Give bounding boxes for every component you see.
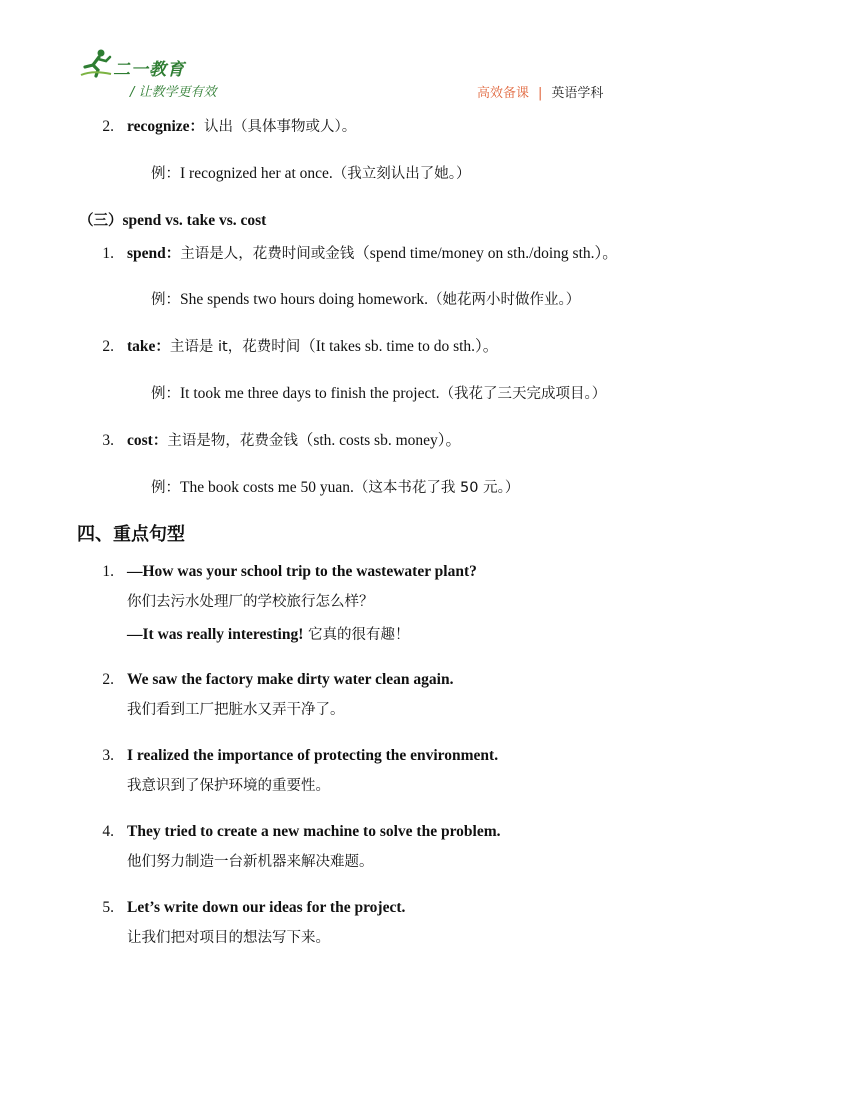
example-cn: （她花两小时做作业。） xyxy=(428,292,581,308)
header-label: 高效备课 xyxy=(477,86,530,101)
desc-en: （spend time/money on sth./doing sth.）。 xyxy=(354,245,618,262)
header-separator: | xyxy=(538,86,543,101)
example-cn: （我立刻认出了她。） xyxy=(332,166,471,182)
term: spend xyxy=(127,245,166,262)
section3-title-en: spend vs. take vs. cost xyxy=(122,212,267,229)
example-label: 例： xyxy=(151,480,180,496)
sentence-en: I realized the importance of protecting the environment. xyxy=(127,747,499,764)
reply-cn: 它真的很有趣！ xyxy=(303,627,410,643)
sentence-cn: 你们去污水处理厂的学校旅行怎么样？ xyxy=(127,594,374,610)
logo-text: 二一教育 xyxy=(113,60,185,80)
item-number: 2. xyxy=(102,338,114,355)
item-number: 5. xyxy=(102,899,114,916)
example-cn: （这本书花了我 50 元。） xyxy=(353,480,520,496)
term-colon: ： xyxy=(152,433,168,449)
desc-en: （It takes sb. time to do sth.）。 xyxy=(300,338,499,355)
item-number: 2. xyxy=(102,118,114,135)
definition-line xyxy=(127,117,356,137)
definition-line xyxy=(127,337,498,357)
desc-cn: 主语是物，花费金钱 xyxy=(167,433,298,449)
meaning: 认出（具体事物或人）。 xyxy=(204,119,357,135)
example-line xyxy=(151,164,471,184)
reply-en: —It was really interesting! xyxy=(127,626,304,643)
term: recognize xyxy=(127,118,190,135)
item-number: 1. xyxy=(102,563,114,580)
example-label: 例： xyxy=(151,292,180,308)
term-colon: ： xyxy=(189,119,205,135)
section3-title-prefix: （三） xyxy=(79,213,123,229)
section4-title: 四、重点句型 xyxy=(77,524,185,545)
desc-en: （sth. costs sb. money）。 xyxy=(297,432,462,449)
desc-cn: 主语是人，花费时间或金钱 xyxy=(180,246,355,262)
term: cost xyxy=(127,432,153,449)
example-cn: （我花了三天完成项目。） xyxy=(439,386,607,402)
example-label: 例： xyxy=(151,386,180,402)
example-en: She spends two hours doing homework. xyxy=(180,291,428,308)
example-en: It took me three days to finish the project. xyxy=(180,385,440,402)
example-en: I recognized her at once. xyxy=(180,165,333,182)
example-en: The book costs me 50 yuan. xyxy=(180,479,354,496)
definition-line xyxy=(127,244,618,264)
desc-cn: 主语是 it，花费时间 xyxy=(169,339,301,355)
term-colon: ： xyxy=(165,246,181,262)
example-line xyxy=(151,478,519,498)
term: take xyxy=(127,338,156,355)
sentence-cn: 我意识到了保护环境的重要性。 xyxy=(127,778,330,794)
item-number: 3. xyxy=(102,747,114,764)
item-number: 4. xyxy=(102,823,114,840)
term-colon: ： xyxy=(155,339,170,355)
item-number: 1. xyxy=(102,245,114,262)
example-label: 例： xyxy=(151,166,180,182)
header-right xyxy=(477,82,603,101)
item-number: 3. xyxy=(102,432,114,449)
section3-title xyxy=(79,211,266,231)
header-subject: 英语学科 xyxy=(551,86,604,101)
sentence-cn: 他们努力制造一台新机器来解决难题。 xyxy=(127,854,374,870)
example-line xyxy=(151,384,606,404)
slogan: / 让教学更有效 xyxy=(130,85,217,100)
sentence-en: They tried to create a new machine to solve the problem. xyxy=(127,823,501,840)
sentence-cn: 让我们把对项目的想法写下来。 xyxy=(127,930,330,946)
sentence-en: We saw the factory make dirty water clean again. xyxy=(127,671,454,688)
reply-line xyxy=(127,625,409,645)
sentence-cn: 我们看到工厂把脏水又弄干净了。 xyxy=(127,702,345,718)
runner-logo-icon xyxy=(79,48,113,78)
sentence-en: Let’s write down our ideas for the project. xyxy=(127,899,406,916)
definition-line xyxy=(127,431,461,451)
example-line xyxy=(151,290,580,310)
item-number: 2. xyxy=(102,671,114,688)
sentence-en: —How was your school trip to the wastewater plant? xyxy=(127,563,477,580)
